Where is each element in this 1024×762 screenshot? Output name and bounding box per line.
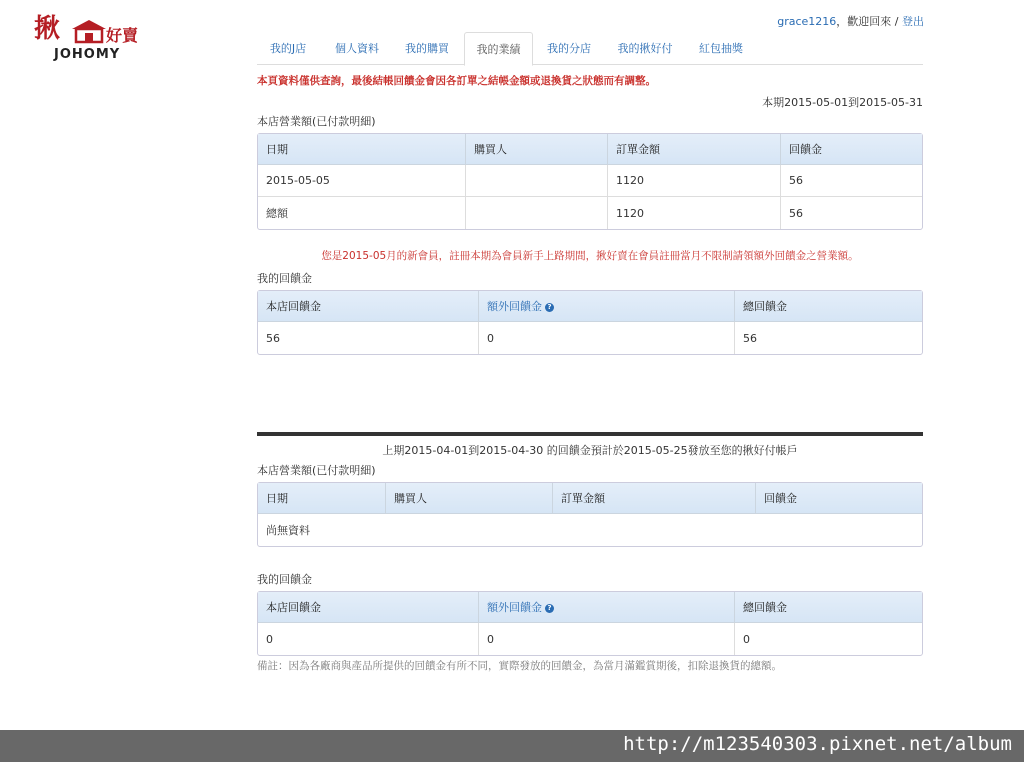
cell-buyer bbox=[466, 197, 608, 229]
table-row bbox=[258, 322, 922, 354]
footnote: 備註：因為各廠商與產品所提供的回饋金有所不同，實際發放的回饋金，為當月滿鑑賞期後，扣除退換貨的總額。 bbox=[257, 660, 782, 672]
watermark-bar bbox=[0, 730, 1024, 762]
table-header-row bbox=[258, 134, 922, 165]
extra-rebate-link[interactable]: 額外回饋金 bbox=[487, 300, 542, 313]
previous-rebate-label: 我的回饋金 bbox=[257, 573, 312, 586]
col-order-amount: 訂單金額 bbox=[608, 134, 781, 165]
period-text: 本期2015-05-01到2015-05-31 bbox=[762, 96, 923, 109]
logo-hao-text: 好賣 bbox=[106, 26, 139, 45]
col-rebate: 回饋金 bbox=[756, 483, 922, 514]
previous-period-title: 上期2015-04-01到2015-04-30 的回饋金預計於2015-05-25發放至您的揪好付帳戶 bbox=[382, 444, 798, 457]
empty-state: 尚無資料 bbox=[266, 524, 310, 537]
table-header-row bbox=[258, 483, 922, 514]
previous-sales-table bbox=[257, 482, 923, 547]
col-date: 日期 bbox=[258, 483, 386, 514]
col-total-rebate: 總回饋金 bbox=[735, 592, 922, 623]
table-row bbox=[258, 623, 922, 655]
table-row bbox=[258, 514, 922, 546]
col-buyer: 購買人 bbox=[466, 134, 608, 165]
johomy-logo[interactable] bbox=[34, 14, 144, 66]
col-rebate: 回饋金 bbox=[781, 134, 922, 165]
table-row bbox=[258, 165, 922, 197]
cell-total-label: 總額 bbox=[258, 197, 466, 229]
tab-lucky-draw[interactable]: 紅包抽獎 bbox=[699, 42, 743, 55]
help-icon[interactable]: ? bbox=[545, 604, 554, 613]
logout-link[interactable]: 登出 bbox=[902, 15, 924, 28]
cell-extra-rebate: 0 bbox=[479, 623, 735, 655]
tab-my-johopay[interactable]: 我的揪好付 bbox=[617, 42, 673, 55]
current-rebate-table bbox=[257, 290, 923, 355]
cell-total-rebate: 56 bbox=[789, 206, 803, 220]
tab-profile[interactable]: 個人資料 bbox=[335, 42, 379, 55]
col-store-rebate: 本店回饋金 bbox=[258, 592, 479, 623]
nav-tabs bbox=[257, 32, 923, 65]
tab-my-performance[interactable]: 我的業績 bbox=[464, 32, 533, 66]
table-header-row bbox=[258, 291, 922, 322]
col-store-rebate: 本店回饋金 bbox=[258, 291, 479, 322]
new-member-notice: 您是2015-05月的新會員，註冊本期為會員新手上路期間，揪好賣在會員註冊當月不限制請領額外回饋金之營業額。 bbox=[321, 250, 859, 262]
house-icon bbox=[70, 18, 108, 44]
tab-my-purchases[interactable]: 我的購買 bbox=[405, 42, 449, 55]
cell-store-rebate: 56 bbox=[258, 322, 479, 354]
tab-my-jstore[interactable]: 我的J店 bbox=[269, 42, 307, 55]
cell-date: 2015-05-05 bbox=[258, 165, 466, 197]
logo-en-text: JOHOMY bbox=[54, 47, 121, 62]
cell-total-amount: 1120 bbox=[608, 197, 781, 229]
notice-text: 本頁資料僅供查詢，最後結帳回饋金會因各訂單之結帳金額或退換貨之狀態而有調整。 bbox=[257, 75, 656, 87]
cell-total-rebate: 0 bbox=[743, 632, 750, 646]
col-date: 日期 bbox=[258, 134, 466, 165]
cell-store-rebate: 0 bbox=[258, 623, 479, 655]
current-sales-table bbox=[257, 133, 923, 230]
username-link[interactable]: grace1216 bbox=[777, 15, 837, 28]
welcome-text: ，歡迎回來 / bbox=[836, 15, 902, 28]
table-row-total bbox=[258, 197, 922, 229]
cell-order-amount: 1120 bbox=[608, 165, 781, 197]
previous-sales-label: 本店營業額(已付款明細) bbox=[257, 464, 376, 477]
cell-buyer bbox=[466, 165, 608, 197]
col-order-amount: 訂單金額 bbox=[553, 483, 756, 514]
cell-total-rebate: 56 bbox=[743, 331, 757, 345]
previous-rebate-table bbox=[257, 591, 923, 656]
col-total-rebate: 總回饋金 bbox=[735, 291, 922, 322]
col-extra-rebate bbox=[479, 592, 735, 623]
col-extra-rebate bbox=[479, 291, 735, 322]
watermark-url: http://m123540303.pixnet.net/album bbox=[623, 733, 1012, 755]
cell-extra-rebate: 0 bbox=[479, 322, 735, 354]
cell-rebate: 56 bbox=[781, 165, 922, 197]
logo-cn-text: 揪 bbox=[34, 14, 61, 44]
col-buyer: 購買人 bbox=[386, 483, 553, 514]
current-sales-label: 本店營業額(已付款明細) bbox=[257, 115, 376, 128]
help-icon[interactable]: ? bbox=[545, 303, 554, 312]
section-divider bbox=[257, 432, 923, 436]
table-header-row bbox=[258, 592, 922, 623]
user-bar bbox=[777, 13, 924, 29]
current-rebate-label: 我的回饋金 bbox=[257, 272, 312, 285]
tab-my-branches[interactable]: 我的分店 bbox=[547, 42, 591, 55]
extra-rebate-link[interactable]: 額外回饋金 bbox=[487, 601, 542, 614]
